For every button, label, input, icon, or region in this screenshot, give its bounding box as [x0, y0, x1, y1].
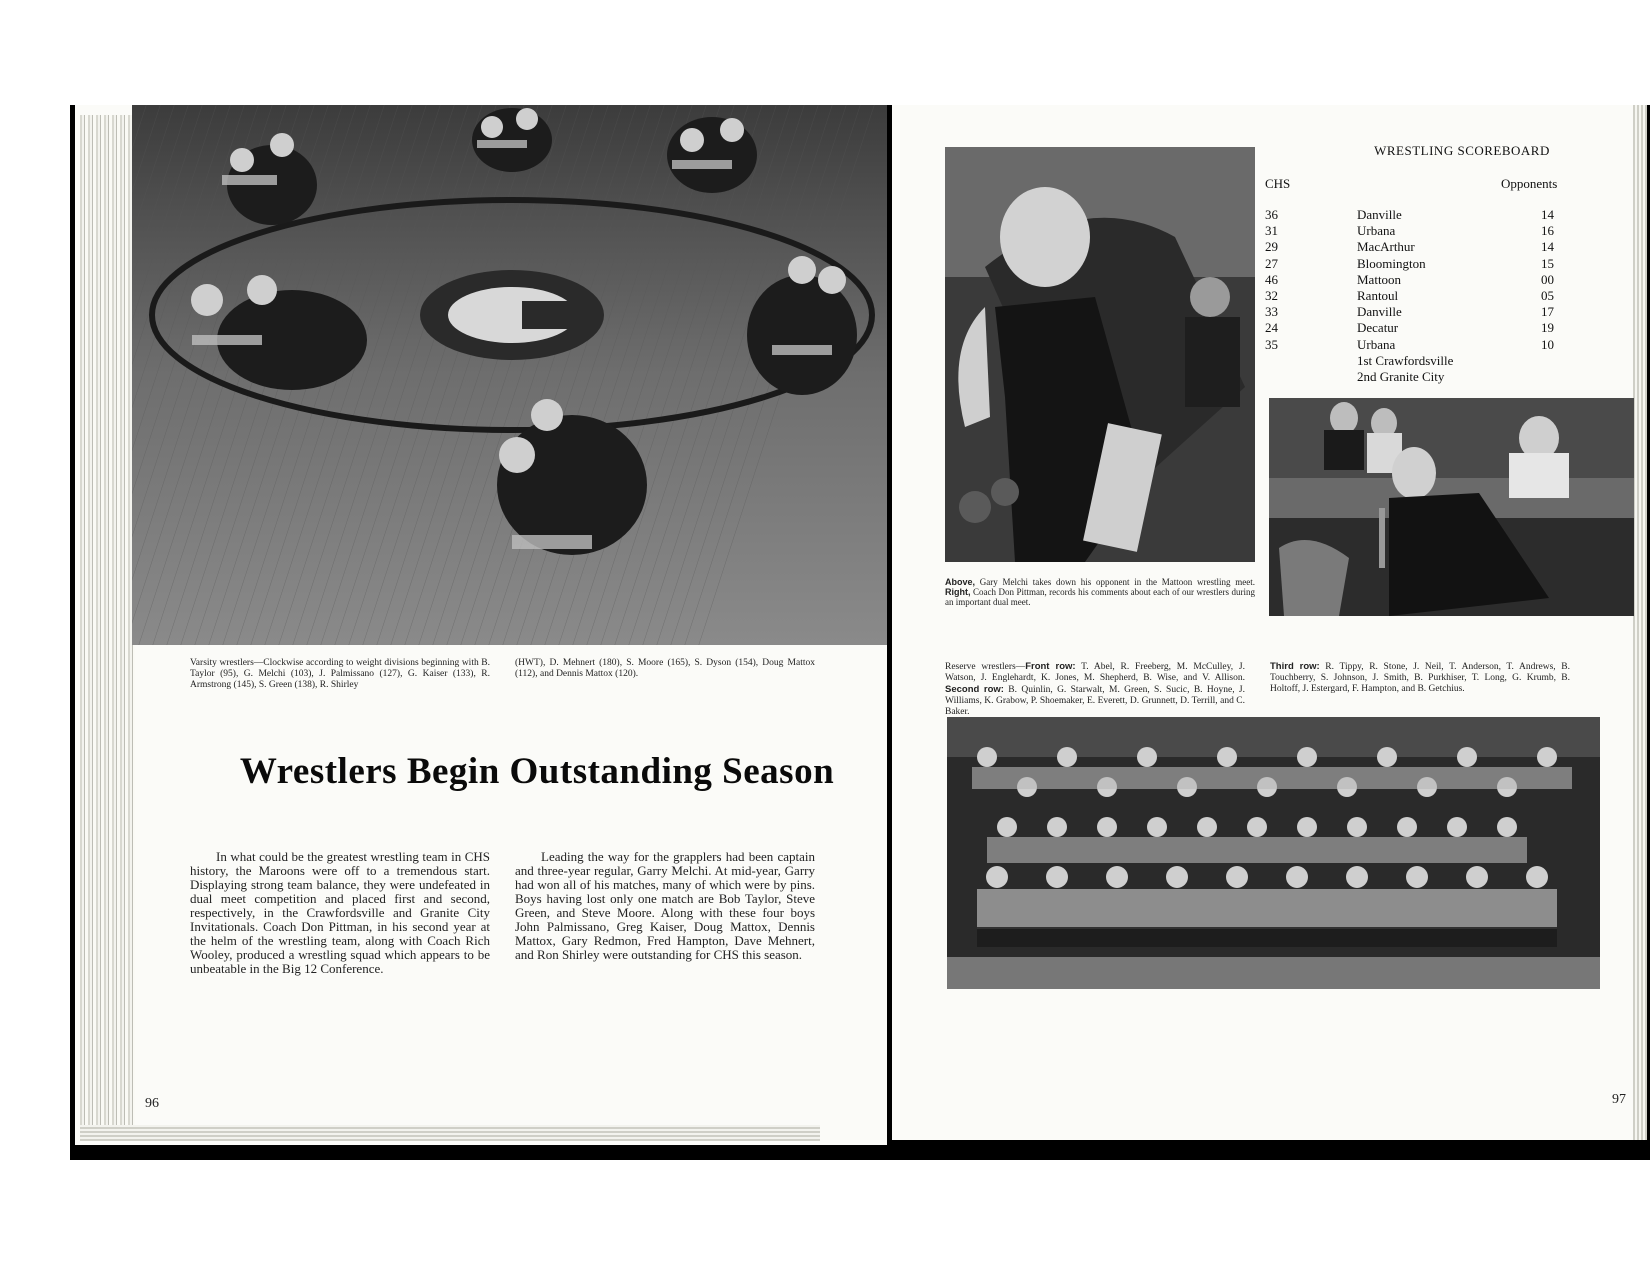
- chs-score: 36: [1265, 207, 1278, 222]
- scoreboard-row: [1265, 207, 1595, 223]
- varsity-caption-col1: Varsity wrestlers—Clockwise according to weight divisions beginning with B. Taylor (95), G. Melchi (103), J. Palmissano (127), G. Kaiser (133), R. Armstrong (145), S. Green (138), R. Shirley: [190, 658, 490, 690]
- reserve-caption-col1: [945, 661, 1245, 718]
- reserve-wrestlers-photo: [947, 717, 1600, 989]
- finish-crawfordsville: 1st Crawfordsville: [1357, 352, 1454, 368]
- chs-score: 31: [1265, 223, 1278, 239]
- reserve-label-third: Third row:: [1270, 661, 1320, 672]
- opponent-name: Mattoon: [1357, 271, 1402, 287]
- reserve-label-second: Second row:: [945, 684, 1004, 695]
- opponent-name: Danville: [1357, 304, 1402, 320]
- chs-score: 24: [1265, 320, 1278, 336]
- scoreboard-table: [1265, 207, 1595, 385]
- scoreboard-row: [1265, 337, 1595, 353]
- chs-score: 46: [1265, 271, 1278, 287]
- reserve-third-row: R. Tippy, R. Stone, J. Neil, T. Anderson, T. Andrews, B. Touchberry, S. Johnson, J. Smith, B. Purkhiser, T. Long, G. Krumb, B. Holtoff, J. Estergard, F. Hampton, and B. Getchius.: [1270, 662, 1570, 694]
- page-edge-right: [1633, 105, 1647, 1140]
- body-column-2: Leading the way for the grapplers had been captain and three-year regular, Garry Melchi. At mid-year, Garry had won all of his matches, many of which were by pins. Boys having lost only one match are Bob Taylor, Steve Green, and Steve Moore. Along with these four boys John Palmissano, Greg Kaiser, Doug Mattox, Dennis Mattox, Gary Redmon, Fred Hampton, Dave Mehnert, and Ron Shirley were outstanding for CHS this season.: [515, 849, 815, 962]
- takedown-action-photo: [945, 147, 1255, 562]
- reserve-label-front: Front row:: [1025, 661, 1076, 672]
- chs-score: 27: [1265, 255, 1278, 271]
- opponent-score: 14: [1541, 239, 1554, 255]
- opponent-score: 16: [1541, 223, 1554, 239]
- scoreboard-finish-row: [1265, 369, 1595, 385]
- coach-pittman-photo: [1269, 398, 1634, 616]
- scoreboard-row: [1265, 304, 1595, 320]
- chs-score: 35: [1265, 336, 1278, 352]
- chs-score: 32: [1265, 287, 1278, 303]
- opponent-name: Decatur: [1357, 320, 1399, 336]
- opponent-name: Bloomington: [1357, 255, 1426, 271]
- opponent-name: Urbana: [1357, 336, 1396, 352]
- scoreboard-finish-row: [1265, 353, 1595, 369]
- page-headline: Wrestlers Begin Outstanding Season: [239, 751, 835, 792]
- scoreboard-row: [1265, 239, 1595, 255]
- page-number-left: 96: [145, 1096, 159, 1111]
- action-caption: [945, 577, 1255, 607]
- caption-label-right: Right,: [945, 587, 971, 597]
- left-page: [75, 105, 887, 1145]
- page-number-right: 97: [1612, 1092, 1626, 1107]
- reserve-second-row: B. Quinlin, G. Starwalt, M. Green, S. Sucic, B. Hoyne, J. Williams, K. Grabow, P. Shoemaker, E. Everett, D. Grunnett, D. Terrill, and C. Baker.: [945, 685, 1245, 717]
- opponent-score: 15: [1541, 255, 1554, 271]
- scoreboard-col-chs: CHS: [1265, 176, 1291, 191]
- chs-score: 29: [1265, 239, 1278, 255]
- caption-label-above: Above,: [945, 577, 976, 587]
- page-edge-bottom: [80, 1125, 820, 1141]
- reserve-caption-lead: Reserve wrestlers—: [945, 662, 1026, 672]
- chs-score: 33: [1265, 304, 1278, 320]
- scoreboard-row: [1265, 320, 1595, 336]
- opponent-name: Rantoul: [1357, 287, 1399, 303]
- reserve-front-row: T. Abel, R. Freeberg, M. McCulley, J. Watson, J. Englehardt, K. Jones, M. Shepherd, B. Wise, and V. Allison.: [945, 662, 1245, 683]
- finish-granite-city: 2nd Granite City: [1357, 368, 1445, 384]
- opponent-name: Urbana: [1357, 223, 1396, 239]
- varsity-wrestlers-photo: [132, 105, 887, 645]
- scoreboard-col-opponents: Opponents: [1501, 176, 1558, 191]
- scoreboard-row: [1265, 272, 1595, 288]
- caption-text-above: Gary Melchi takes down his opponent in the Mattoon wrestling meet.: [975, 577, 1255, 587]
- scoreboard-title: WRESTLING SCOREBOARD: [1374, 143, 1550, 158]
- opponent-score: 10: [1541, 336, 1554, 352]
- body-column-1: In what could be the greatest wrestling team in CHS history, the Maroons were off to a tremendous start. Displaying strong team balance, they were undefeated in dual meet competition and placed first and second, respectively, in the Crawfordsville and Granite City Invitationals. Coach Don Pittman, in his second year at the helm of the wrestling team, along with Coach Rich Wooley, produced a wrestling squad which appears to be unbeatable in the Big 12 Conference.: [190, 849, 490, 976]
- scoreboard-row: [1265, 256, 1595, 272]
- opponent-score: 19: [1541, 320, 1554, 336]
- page-edge-strips: [80, 115, 135, 1140]
- varsity-caption-col2: (HWT), D. Mehnert (180), S. Moore (165), S. Dyson (154), Doug Mattox (112), and Dennis Mattox (120).: [515, 658, 815, 679]
- opponent-score: 17: [1541, 304, 1554, 320]
- caption-text-right: Coach Don Pittman, records his comments about each of our wrestlers during an important dual meet.: [945, 587, 1255, 607]
- opponent-name: Danville: [1357, 207, 1402, 222]
- opponent-score: 00: [1541, 271, 1554, 287]
- opponent-score: 05: [1541, 287, 1554, 303]
- right-page: [892, 105, 1647, 1140]
- scoreboard-row: [1265, 288, 1595, 304]
- reserve-caption-col2: [1270, 661, 1570, 695]
- yearbook-spread: [70, 105, 1650, 1160]
- opponent-score: 14: [1541, 207, 1554, 222]
- scoreboard-row: [1265, 223, 1595, 239]
- opponent-name: MacArthur: [1357, 239, 1415, 255]
